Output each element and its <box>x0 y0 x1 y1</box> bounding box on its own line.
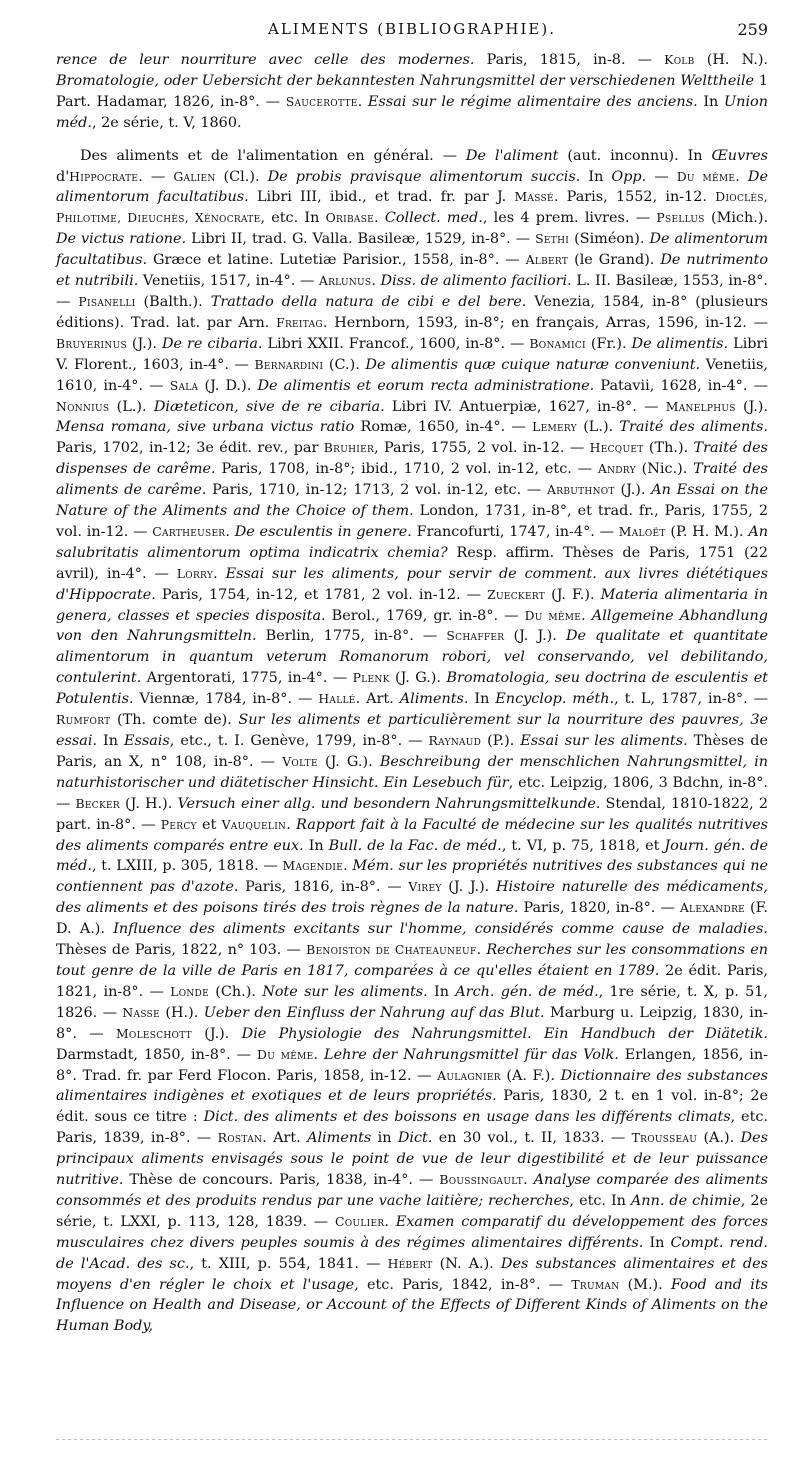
text-run: Paris, 1816, in-8°. — <box>238 879 409 896</box>
text-run: Stendal, 1810-1822, 2 part. in-8°. — <box>56 795 768 833</box>
text-run: , etc. Paris, 1842, in-8°. — <box>354 1276 572 1293</box>
text-run: , t. VI, p. 75, 1818, et <box>501 837 665 854</box>
italic-title: Ann. de chimie <box>630 1192 741 1209</box>
text-run: — <box>646 168 677 185</box>
italic-title: Traité des aliments de carême. <box>56 461 768 499</box>
text-run: , etc. Leipzig, 1806, 3 Bdchn, in-8°. — <box>56 774 768 812</box>
text-run: Resp. affirm. Thèses de Paris, 1751 (22 avril), in-4°. — <box>56 544 768 582</box>
italic-title: De esculentis in genere. <box>234 523 412 540</box>
author-name: Zueckert <box>487 587 546 602</box>
italic-title: An Essai on the Nature of the Aliments and the Choice of them. <box>56 482 769 520</box>
text-run: 2e édit. Paris, 1821, in-8°. — <box>56 962 768 1000</box>
text-run: Viennæ, 1784, in-8°. — <box>133 691 319 708</box>
text-run: Argentorati, 1775, in-4°. — <box>141 670 353 687</box>
author-name: Trousseau <box>631 1131 698 1146</box>
text-run: Erlangen, 1856, in-8°. Trad. fr. par Ferd Flocon. Paris, 1858, in-12. — <box>56 1046 768 1084</box>
text-run: (le Grand). <box>568 252 661 269</box>
italic-title: Influence des aliments excitants sur l'homme, considérés comme cause de maladies. <box>113 921 768 938</box>
italic-title: De alimentis quæ cuique naturæ conveniunt. <box>365 356 701 373</box>
bottom-rule <box>56 1439 768 1440</box>
text-run: , t. LXIII, p. 305, 1818. — <box>91 858 283 875</box>
text-run: (J. D.). <box>198 377 258 394</box>
text-run: (N. A.). <box>432 1255 501 1272</box>
italic-title: Allgemeine Abhandlung von den Nahrungsmitteln. <box>56 607 768 645</box>
author-name: Galien <box>173 169 216 184</box>
author-name: Albert <box>525 253 569 268</box>
italic-title: Analyse comparée des aliments consommés et des produits rendus par une vache laitière; recherches <box>56 1172 768 1209</box>
italic-title: Des substances alimentaires et des moyens d'en régler le choix et l'usage <box>56 1255 769 1293</box>
author-name: Du même <box>257 1047 314 1062</box>
text-run: In <box>468 691 496 708</box>
italic-title: Die Physiologie des Nahrungsmittel. Ein Handbuch der Diätetik. <box>241 1025 768 1042</box>
text-run: Berlin, 1775, in-8°. — <box>256 628 447 645</box>
author-name: Becker <box>75 796 120 811</box>
author-name: Coulier <box>335 1214 385 1229</box>
text-run: Paris, 1708, in-8°; ibid., 1710, 2 vol. in-12, etc. — <box>215 461 598 478</box>
text-run: Libri IV. Antuerpiæ, 1627, in-8°. — <box>384 398 666 415</box>
italic-title: Opp. <box>611 168 647 185</box>
text-run: Paris, 1815, in-8. — <box>474 52 665 68</box>
text-run: Thèses de Paris, 1822, n° 103. — <box>56 942 307 959</box>
text-run: (P. H. M.). <box>665 523 749 540</box>
text-run: In <box>97 733 124 749</box>
italic-title: Essai sur les aliments. <box>520 733 688 749</box>
running-header <box>56 20 768 46</box>
text-run: in <box>371 1130 398 1147</box>
text-run: , Paris, 1755, 2 vol. in-12. — <box>374 440 590 457</box>
text-run: (J. G.). <box>389 670 447 687</box>
text-run: (Fr.). <box>585 335 632 352</box>
text-run: (H.). <box>159 1004 204 1021</box>
text-run: . <box>374 210 385 227</box>
text-run: , les 4 prem. livres. — <box>482 210 657 227</box>
text-run: . <box>357 93 368 110</box>
author-name: Magendie <box>282 859 344 874</box>
italic-title: Bromatologie, oder Uebersicht der bekanntesten Nahrungsmittel der verschiedenen Welttheile <box>56 72 755 89</box>
text-run: (Th. comte de). <box>110 712 239 729</box>
author-name: Alexandre <box>679 901 746 916</box>
italic-title: Mém. sur les propriétés nutritives des substances qui ne contiennent pas d'azote. <box>56 858 768 896</box>
italic-title: Aliments <box>307 1130 372 1147</box>
text-run: London, 1731, in-8°, et trad. fr., Paris, 1755, 2 vol. in-12. — <box>56 503 768 540</box>
author-name: Bruyerinus <box>56 336 127 351</box>
author-name: Percy <box>160 817 197 832</box>
text-run: (F. D. A.). <box>56 900 768 938</box>
italic-title: De alimentorum facultatibus. <box>56 168 768 206</box>
italic-title: Essai sur les aliments, pour servir de comment. aux livres diététiques d'Hippocrate. <box>56 565 768 603</box>
author-name: Hippocrate <box>69 169 139 184</box>
italic-title: Bromatologia, seu doctrina de esculentis et Potulentis. <box>56 670 768 708</box>
text-run: , etc. In <box>260 210 326 227</box>
italic-title: Histoire naturelle des médicaments, des aliments et des poisons tirés des trois règnes de la nature. <box>56 879 768 917</box>
text-run: . <box>343 858 353 875</box>
author-name: Hébert <box>387 1256 433 1271</box>
author-name: Pisanelli <box>78 294 136 309</box>
italic-title: Materia alimentaria in genera, classes et species disposita. <box>56 586 768 624</box>
text-run: (Balth.). <box>135 293 211 310</box>
text-run: (A. F.). <box>500 1067 561 1084</box>
italic-title: Œuvres <box>711 147 768 164</box>
text-run: Græce et latine. Lutetiæ Parisior., 1558, in-8°. — <box>147 252 526 269</box>
text-run: Libri XXII. Francof., 1600, in-8°. — <box>262 335 530 352</box>
text-run: (J.). <box>735 398 768 415</box>
text-run: Marburg u. Leipzig, 1830, in-8°. — <box>56 1004 768 1042</box>
text-run: Libri V. Florent., 1603, in-4°. — <box>56 335 768 373</box>
text-run: . Art. <box>262 1130 308 1147</box>
italic-title: Dict. <box>397 1130 433 1147</box>
text-run: (H. N.). <box>694 52 769 68</box>
text-run: , 1re série, t. X, p. 51, 1826. — <box>56 983 768 1021</box>
author-name: Sala <box>169 378 199 393</box>
italic-title: Journ. gén. de méd. <box>56 837 768 875</box>
italic-title: Diæteticon, sive de re cibaria. <box>153 398 385 415</box>
text-run: Paris, 1710, in-12; 1713, 2 vol. in-12, etc. — <box>206 482 547 499</box>
italic-title: Traité des dispenses de carême. <box>56 440 768 478</box>
italic-title: Arch. gén. de méd. <box>455 983 599 1000</box>
text-run: 1 Part. Hadamar, 1826, in-8°. — <box>56 72 768 110</box>
text-run: Darmstadt, 1850, in-8°. — <box>56 1046 258 1063</box>
author-name: Manelphus <box>665 399 736 414</box>
text-run: Libri III, ibid., et trad. fr. par J. <box>248 189 515 206</box>
text-run: Libri II, trad. G. Valla. Basileæ, 1529, in-8°. — <box>186 231 536 248</box>
italic-title: Rapport fait à la Faculté de médecine sur les qualités nutritives des aliments comparés entre eux. <box>56 816 768 854</box>
text-run: (J. F.). <box>545 586 601 603</box>
italic-title: Dictionnaire des substances alimentaires indigènes et exotiques et de leurs propriétés. <box>56 1067 768 1105</box>
author-name: Psellus <box>656 211 705 226</box>
text-run: . <box>523 1172 534 1189</box>
italic-title: De l'aliment <box>465 147 559 164</box>
text-run: . <box>384 1213 396 1230</box>
italic-title: Des principaux aliments envisagés sous le point de vue de leur digestibilité et de leur puissance nutritive. <box>56 1130 768 1189</box>
italic-title: De re cibaria. <box>161 335 263 352</box>
author-name: Sethi <box>535 232 570 247</box>
text-run: d' <box>56 168 70 185</box>
author-name: Freitag <box>276 315 323 330</box>
author-name: Vauquelin <box>221 817 287 832</box>
text-run: . Art. <box>355 691 400 708</box>
text-run: Berol., 1769, gr. in-8°. — <box>325 607 525 624</box>
author-name: Hallé <box>318 692 356 707</box>
text-run: Thèse de concours. Paris, 1838, in-4°. — <box>123 1172 440 1189</box>
text-run: (Nic.). <box>635 461 694 478</box>
text-run: Paris, 1702, in-12; 3e édit. rev., par <box>56 440 324 457</box>
italic-title: Bull. de la Fac. de méd. <box>328 837 502 854</box>
text-run: Des aliments et de l'alimentation en général. — <box>80 147 466 164</box>
italic-title: Versuch einer allg. und besondern Nahrungsmittelkunde. <box>177 795 601 812</box>
author-name: Oribase <box>325 211 375 226</box>
text-run: en 30 vol., t. II, 1833. — <box>432 1130 632 1147</box>
italic-title: Ueber den Einfluss der Nahrung auf das Blut. <box>203 1004 545 1021</box>
text-run: Thèses de Paris, an X, n° 108, in-8°. — <box>56 733 769 770</box>
text-run: (P.). <box>481 733 521 749</box>
text-run: Paris, 1754, in-12, et 1781, 2 vol. in-12. — <box>155 586 488 603</box>
author-name: Lemery <box>532 420 577 435</box>
author-name: Cartheuser <box>152 524 226 539</box>
text-run: (J.). <box>126 335 162 352</box>
text-run: Paris, 1830, 2 t. en 1 vol. in-8°; 2e édit. sous ce titre : <box>56 1088 768 1126</box>
author-name: Volte <box>282 754 318 769</box>
author-name: Virey <box>408 880 442 895</box>
author-name: Rostan <box>217 1131 263 1146</box>
author-name: Schaffer <box>446 629 505 644</box>
text-run: Venetiis, 1610, in-4°. — <box>56 356 768 394</box>
text-run: (aut. inconnu). In <box>558 147 712 164</box>
italic-title: Traité des aliments. <box>619 419 768 436</box>
italic-title: Food and its Influence on Health and Disease, or Account of the Effects of Different Kinds of Aliments on the Human Body, <box>56 1276 768 1335</box>
italic-title: Trattado della natura de cibi e del bere. <box>210 293 527 310</box>
italic-title: An salubritatis alimentorum optima indicatrix chemia? <box>56 523 768 561</box>
italic-title: rence de leur nourriture avec celle des modernes. <box>56 52 475 68</box>
text-run: . <box>313 1046 325 1063</box>
text-run: (J. J.). <box>504 628 566 645</box>
text-run: , 2e série, t. V, 1860. <box>91 114 242 131</box>
author-name: Raynaud <box>428 734 482 748</box>
page <box>56 20 768 1337</box>
text-run: (Siméon). <box>569 231 650 248</box>
italic-title: Mensa romana, sive urbana victus ratio <box>56 419 355 436</box>
text-run: (Mich.). <box>704 210 769 227</box>
text-run: . <box>286 816 297 833</box>
text-run: , etc. In <box>569 1192 631 1209</box>
text-run: Paris, 1820, in-8°. — <box>518 900 680 917</box>
page-number: 259 <box>737 20 768 39</box>
italic-title: Aliments. <box>399 691 469 708</box>
running-title: ALIMENTS (BIBLIOGRAPHIE). <box>268 20 556 38</box>
text-run: . <box>581 607 592 624</box>
text-run: In <box>427 983 456 1000</box>
text-run: In <box>580 168 612 185</box>
italic-title: Recherches sur les consommations en tout genre de la ville de Paris en 1817, comparées à ce qu'elles étaient en 1789. <box>56 942 768 979</box>
text-run: . — <box>138 168 174 185</box>
author-name: Bruhier <box>323 441 375 456</box>
italic-title: De qualitate et quantitate alimentorum in quantum veterum Romanorum robori, vel conservando, vel debilitando, contulerint. <box>56 628 768 687</box>
paragraph-bibliography <box>56 146 768 1338</box>
text-run: In <box>643 1234 671 1251</box>
paragraph-continuation <box>56 50 768 134</box>
text-run: , t. L, 1787, in-8°. — <box>614 691 769 708</box>
italic-title: De alimentis et eorum recta administratione. <box>257 377 595 394</box>
text-run: . <box>213 565 226 582</box>
italic-title: Examen comparatif du développement des forces musculaires chez divers peuples soumis à des régimes alimentaires différents. <box>56 1213 768 1251</box>
italic-title: De alimentis. <box>631 335 729 352</box>
author-name: Lorry <box>176 566 214 581</box>
text-run: (L.). <box>576 419 620 436</box>
author-name: Benoiston de Chateauneuf <box>306 943 477 958</box>
italic-title: Collect. med. <box>384 210 483 227</box>
text-run: , etc. Paris, 1839, in-8°. — <box>56 1109 768 1147</box>
italic-title: Dict. des aliments et des boissons en usage dans les différents climats <box>203 1109 731 1126</box>
author-name: Arlunus <box>318 274 372 289</box>
author-name: Bernardini <box>254 357 324 372</box>
text-run: , 2e série, t. LXXI, p. 113, 128, 1839. — <box>56 1192 769 1230</box>
author-name: Bonamici <box>529 336 586 351</box>
text-run: . <box>735 168 748 185</box>
author-name: Aulagnier <box>437 1068 501 1083</box>
italic-title: Essais <box>123 733 170 749</box>
italic-title: Lehre der Nahrungsmittel für das Volk. <box>324 1046 619 1063</box>
italic-title: Union méd. <box>56 93 768 131</box>
author-name: Londe <box>170 984 209 999</box>
italic-title: Beschreibung der menschlichen Nahrungsmittel, in naturhistorischer und diätetischer Hinsicht. Ein Lesebuch für <box>56 753 768 791</box>
author-name: Moleschott <box>115 1026 192 1041</box>
text-run: (J.). <box>614 482 652 499</box>
text-run: (A.). <box>697 1130 741 1147</box>
text-run: . <box>476 942 487 959</box>
author-name: Massé <box>514 190 554 205</box>
author-name: Rumfort <box>56 713 111 728</box>
author-name: Saucerotte <box>285 94 358 109</box>
text-run: Venetiis, 1517, in-4°. — <box>138 273 319 290</box>
author-name: Du même <box>524 608 582 623</box>
text-run: (Cl.). <box>215 168 268 185</box>
text-run: (M.). <box>619 1276 671 1293</box>
author-name: Dioclès, Philotime, Dieuchès, Xénocrate <box>56 190 769 226</box>
text-run: et <box>196 816 222 833</box>
author-name: Plenk <box>352 671 390 686</box>
text-run: Patavii, 1628, in-4°. — <box>594 377 768 394</box>
author-name: Du même <box>676 169 736 184</box>
text-run: Francofurti, 1747, in-4°. — <box>411 523 619 540</box>
italic-title: De nutrimento et nutribili. <box>56 252 768 290</box>
author-name: Arbuthnot <box>547 483 615 498</box>
text-run: (J. G.). <box>317 753 380 770</box>
text-run: (L.). <box>109 398 154 415</box>
author-name: Nasse <box>122 1005 160 1020</box>
text-run: . <box>371 273 381 290</box>
author-name: Kolb <box>664 53 695 67</box>
text-run: Romæ, 1650, in-4°. — <box>354 419 533 436</box>
italic-title: Encyclop. méth. <box>495 691 615 708</box>
text-run: . Hernborn, 1593, in-8°; en français, Arras, 1596, in-12. — <box>322 314 768 331</box>
italic-title: Diss. de alimento faciliori. <box>380 273 572 290</box>
italic-title: Note sur les aliments. <box>262 983 428 1000</box>
italic-title: De alimentorum facultatibus. <box>56 231 768 269</box>
author-name: Nonnius <box>56 399 110 414</box>
text-run: . <box>225 523 235 540</box>
author-name: Andry <box>597 462 636 477</box>
italic-title: Essai sur le régime alimentaire des anciens. <box>367 93 698 110</box>
text-run: (Ch.). <box>208 983 263 1000</box>
text-run: , t. XIII, p. 554, 1841. — <box>189 1255 388 1272</box>
text-run: Venezia, 1584, in-8° (plusieurs éditions). Trad. lat. par Arn. <box>56 293 768 331</box>
text-run: (Th.). <box>643 440 694 457</box>
author-name: Boussingault <box>439 1173 524 1188</box>
italic-title: Sur les aliments et particulièrement sur la nourriture des pauvres, 3e essai. <box>56 712 768 749</box>
author-name: Hecquet <box>589 441 644 456</box>
text-run: (C.). <box>323 356 366 373</box>
author-name: Truman <box>571 1277 620 1292</box>
text-run: In <box>697 93 725 110</box>
text-run: (J.). <box>192 1025 242 1042</box>
italic-title: Compt. rend. de l'Acad. des sc. <box>56 1234 768 1272</box>
text-run: In <box>303 837 329 854</box>
text-run: (J. H.). <box>119 795 178 812</box>
italic-title: De probis pravisque alimentorum succis. <box>267 168 581 185</box>
text-run: . Paris, 1552, in-12. <box>553 189 716 206</box>
italic-title: De victus ratione. <box>56 231 187 248</box>
text-run: L. II. Basileæ, 1553, in-8°. — <box>56 273 768 310</box>
author-name: Maloët <box>618 524 666 539</box>
text-run: , etc., t. I. Genève, 1799, in-8°. — <box>169 733 429 749</box>
text-run: (J. J.). <box>441 879 496 896</box>
